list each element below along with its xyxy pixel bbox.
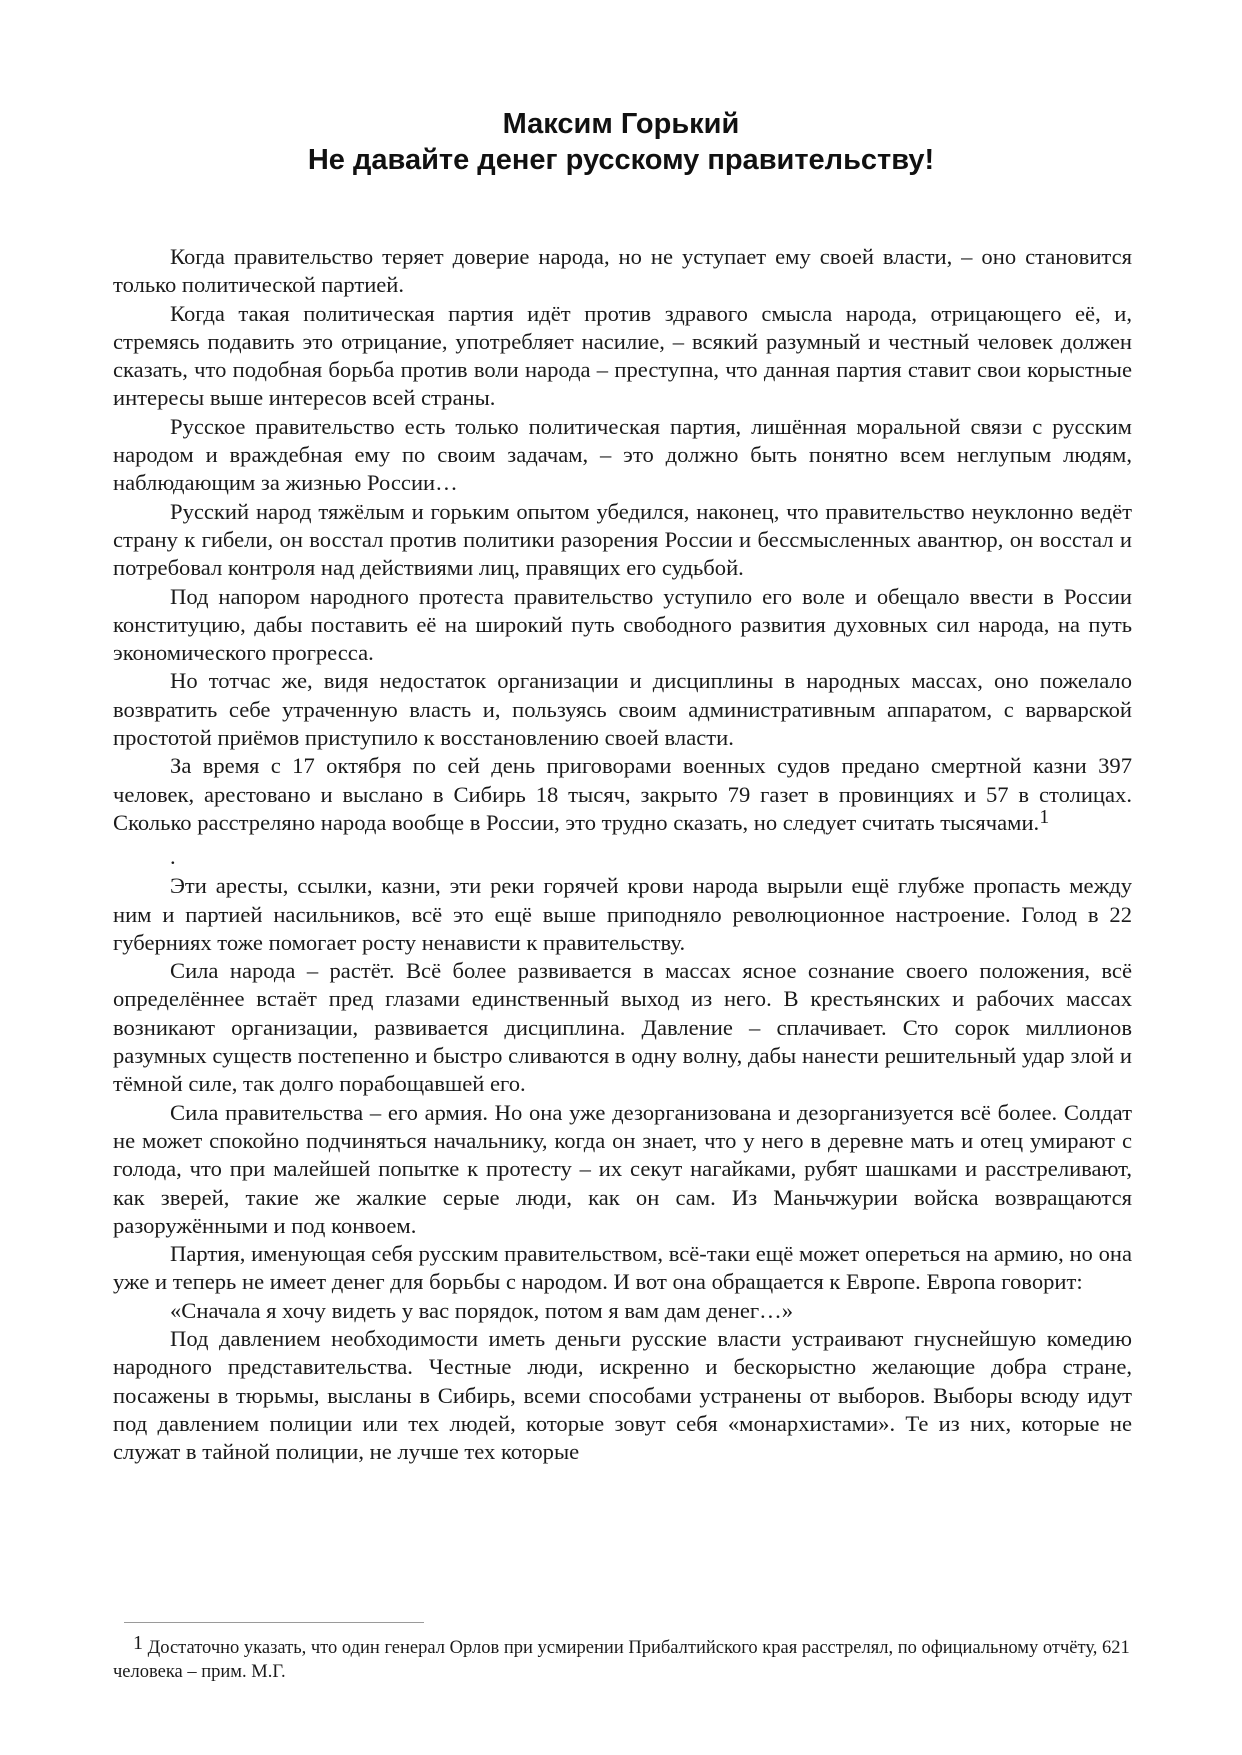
trailing-dot: . [170, 844, 176, 870]
paragraph-6: Но тотчас же, видя недостаток организации и дисциплины в народных массах, оно пожелало возвратить себе утраченную власть и, пользуясь своим административным аппаратом, с варварской простотой приёмов приступило к восстановлению своей власти. [113, 668, 1132, 751]
paragraph-4: Русский народ тяжёлым и горьким опытом убедился, наконец, что правительство неуклонно ведёт страну к гибели, он восстал против политики разорения России и бессмысленных авантюр, он восстал и потребовал контроля над действиями лиц, правящих его судьбой. [113, 498, 1132, 581]
footnote-divider [124, 1622, 424, 1623]
article-heading: Не давайте денег русскому правительству! [307, 144, 935, 176]
paragraph-5: Под напором народного протеста правительство уступило его воле и обещало ввести в России конституцию, дабы поставить её на широкий путь свободного развития духовных сил народа, на путь экономического прогресса. [113, 583, 1132, 666]
paragraph-3: Русское правительство есть только политическая партия, лишённая моральной связи с русским народом и враждебная ему по своим задачам, – это должно быть понятно всем неглупым людям, наблюдающим за жизнью России… [113, 413, 1132, 496]
paragraph-9: Сила народа – растёт. Всё более развивается в массах ясное сознание своего положения, всё определённее встаёт пред глазами единственный выход из него. В крестьянских и рабочих массах возникают организации, развивается дисциплина. Давление – сплачивает. Сто сорок миллионов разумных существ постепенно и быстро сливаются в одну волну, дабы нанести решительный удар злой и тёмной силе, так долго порабощавшей его. [113, 958, 1132, 1097]
paragraph-12-quote: «Сначала я хочу видеть у вас порядок, потом я вам дам денег…» [170, 1297, 794, 1323]
paragraph-1: Когда правительство теряет доверие народа, но не уступает ему своей власти, – оно становится только политической партией. [113, 244, 1132, 298]
footnote-text: Достаточно указать, что один генерал Орлов при усмирении Прибалтийского края расстрелял, по официальному отчёту, 621 человека – прим. М.Г. [113, 1638, 1130, 1682]
paragraph-8: Эти аресты, ссылки, казни, эти реки горячей крови народа вырыли ещё глубже пропасть между ним и партией насильников, всё это ещё выше приподняло революционное настроение. Голод в 22 губерниях тоже помогает росту ненависти к правительству. [113, 873, 1132, 955]
footnote-line [113, 1632, 1173, 1684]
footnote-reference[interactable]: 1 [1039, 805, 1050, 828]
footnote [113, 1632, 1173, 1684]
paragraph-10: Сила правительства – его армия. Но она уже дезорганизована и дезорганизуется всё более. Солдат не может спокойно подчиняться начальнику, когда он знает, что у него в деревне мать и отец умирают с голода, что при малейшей попытке к протесту – их секут нагайками, рубят шашками и расстреливают, как зверей, такие же жалкие серые люди, как он сам. Из Маньчжурии войска возвращаются разоружёнными и под конвоем. [113, 1099, 1132, 1238]
paragraph-11: Партия, именующая себя русским правительством, всё-таки ещё может опереться на армию, но она уже и теперь не имеет денег для борьбы с народом. И вот она обращается к Европе. Европа говорит: [113, 1241, 1132, 1295]
paragraph-7-text: За время с 17 октября по сей день приговорами военных судов предано смертной казни 397 человек, арестовано и выслано в Сибирь 18 тысяч, закрыто 79 газет в провинциях и 57 в столицах. Сколько расстреляно народа вообще в России, это трудно сказать, но следует считать тысячами. [113, 753, 1132, 835]
document-title [0, 106, 1242, 178]
author-name: Максим Горький [502, 108, 740, 140]
paragraph-2: Когда такая политическая партия идёт против здравого смысла народа, отрицающего её, и, стремясь подавить это отрицание, употребляет насилие, – всякий разумный и честный человек должен сказать, что подобная борьба против воли народа – преступна, что данная партия ставит свои корыстные интересы выше интересов всей страны. [113, 300, 1132, 411]
paragraph-13: Под давлением необходимости иметь деньги русские власти устраивают гнуснейшую комедию народного представительства. Честные люди, искренно и бескорыстно желающие добра стране, посажены в тюрьмы, высланы в Сибирь, всеми способами устранены от выборов. Выборы всюду идут под давлением полиции или тех людей, которые зовут себя «монархистами». Те из них, которые не служат в тайной полиции, не лучше тех которые [113, 1325, 1132, 1465]
footnote-number: 1 [133, 1632, 143, 1654]
paragraph-7 [113, 752, 1132, 837]
article-body [113, 243, 1132, 1466]
